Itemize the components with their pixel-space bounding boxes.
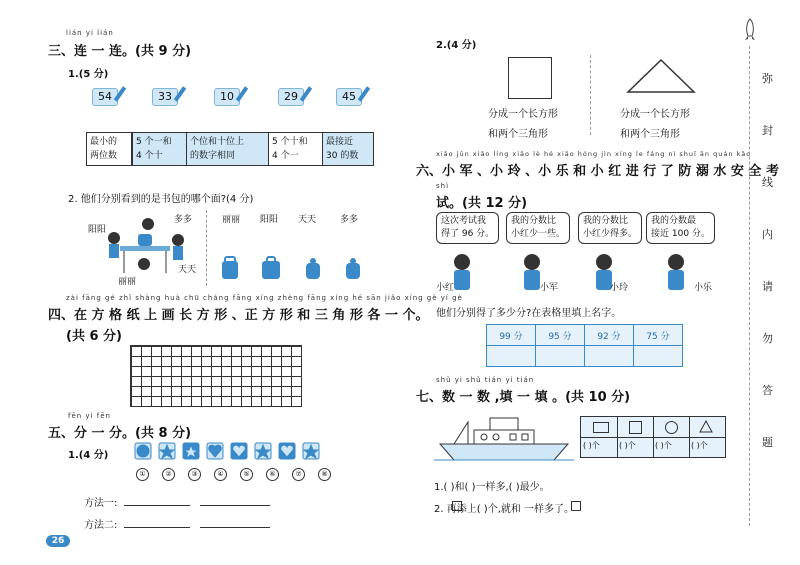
rectangle-icon (593, 422, 609, 433)
name-yangyang: 阳阳 (88, 225, 107, 235)
s7-pinyin: shǔ yi shǔ tián yi tián (436, 376, 535, 384)
card-2-line2: 4 个十 (136, 151, 163, 161)
count-triangle[interactable]: ( )个 (691, 441, 708, 450)
speech-bubble-xiaojun (506, 212, 570, 244)
card-5-line1: 最接近 (326, 137, 354, 147)
seal-char: 请 (762, 280, 773, 293)
head-yangyang: 阳阳 (260, 215, 279, 225)
divider (206, 210, 207, 286)
triangle-icon (699, 420, 713, 433)
section-7-title: 七、数 一 数 ,填 一 填 。(共 10 分) (416, 390, 631, 405)
name-duoduo: 多多 (174, 215, 193, 225)
section-4-sub: (共 6 分) (66, 329, 122, 344)
speech-bubble-xiaohong (436, 212, 499, 244)
schoolbag-icon (262, 257, 280, 279)
seal-char: 答 (762, 384, 773, 397)
circle-number: ⑥ (266, 468, 279, 481)
bubble-1-line1: 这次考试我 (441, 216, 487, 226)
method-2-blank-b[interactable] (200, 527, 270, 528)
name-answer-cell[interactable] (536, 346, 585, 367)
q2-text: 2. 他们分别看到的是书包的哪个面?(4 分) (68, 194, 254, 205)
schoolbag-icon (222, 257, 238, 279)
count-table (580, 416, 726, 458)
seal-char: 封 (762, 124, 773, 137)
square-text-1: 分成一个长方形 (488, 109, 558, 120)
method-1-blank-a[interactable] (124, 505, 190, 506)
number-33: 33 (152, 88, 178, 106)
square-blank-icon (571, 501, 581, 511)
q7-1: 1.( )和( )一样多,( )最少。 (434, 482, 550, 493)
schoolbag-icon (346, 258, 360, 279)
circle-number: ③ (188, 468, 201, 481)
seal-char: 勿 (762, 332, 773, 345)
method-2-label: 方法二: (84, 520, 118, 531)
circle-number-row (136, 468, 331, 481)
circle-number: ① (136, 468, 149, 481)
bubble-2-line2: 小红少一些。 (511, 229, 566, 239)
schoolbag-views (218, 255, 368, 283)
score-cell: 75 分 (634, 325, 683, 346)
bubble-4-line2: 接近 100 分。 (651, 229, 710, 239)
page-number: 26 (46, 535, 70, 547)
card-5-line2: 30 的数 (326, 151, 359, 161)
section-3-title: 三、连 一 连。(共 9 分) (48, 44, 192, 59)
s6-pinyin-2: shì (436, 182, 450, 190)
circle-number: ④ (214, 468, 227, 481)
speech-bubble-xiaole (646, 212, 715, 244)
count-circle[interactable]: ( )个 (655, 441, 672, 450)
name-answer-cell[interactable] (585, 346, 634, 367)
q5-label: 1.(4 分) (68, 450, 109, 461)
kid-name-xiaoling: 小玲 (610, 283, 629, 293)
square-shape (508, 57, 552, 99)
s3-pinyin: lián yi lián (66, 29, 114, 37)
circle-number: ⑤ (240, 468, 253, 481)
circle-number: ⑦ (292, 468, 305, 481)
shape-ship-picture (434, 408, 574, 464)
s4-pinyin: zài fāng gé zhǐ shàng huà chū cháng fāng xíng zhèng fāng xíng hé sān jiǎo xíng gè yí gè (66, 294, 463, 302)
circle-number: ⑧ (318, 468, 331, 481)
seal-char: 内 (762, 228, 773, 241)
divider (590, 55, 591, 135)
card-2-line1: 5 个一和 (136, 137, 172, 147)
card-1-line2: 两位数 (90, 151, 118, 161)
head-tiantian: 天天 (298, 215, 317, 225)
schoolbag-icon (306, 258, 320, 279)
score-cell: 95 分 (536, 325, 585, 346)
triangle-shape (626, 58, 696, 94)
s5-pinyin: fēn yi fēn (68, 412, 111, 420)
kid-name-xiaohong: 小红 (436, 283, 455, 293)
method-1-label: 方法一: (84, 498, 118, 509)
count-rect[interactable]: ( )个 (583, 441, 600, 450)
head-duoduo: 多多 (340, 215, 359, 225)
seal-char: 题 (762, 436, 773, 449)
seal-text (762, 70, 773, 450)
name-tiantian: 天天 (178, 265, 197, 275)
seal-char: 弥 (762, 72, 773, 85)
name-answer-cell[interactable] (487, 346, 536, 367)
kids-illustration (444, 252, 694, 294)
name-lili: 丽丽 (118, 277, 137, 287)
number-54: 54 (92, 88, 118, 106)
card-1 (86, 132, 132, 166)
question-text: 他们分别得了多少分?在表格里填上名字。 (436, 308, 622, 319)
rocket-icon (742, 18, 758, 42)
card-1-line1: 最小的 (90, 137, 118, 147)
count-square[interactable]: ( )个 (619, 441, 636, 450)
card-3-line2: 的数字相同 (190, 151, 236, 161)
card-5 (322, 132, 374, 166)
method-2-blank-a[interactable] (124, 527, 190, 528)
score-cell: 99 分 (487, 325, 536, 346)
number-10: 10 (214, 88, 240, 106)
section-6-title: 六、小 军 、小 玲 、小 乐 和 小 红 进 行 了 防 溺 水 安 全 考 (416, 164, 779, 179)
number-45: 45 (336, 88, 362, 106)
score-table (486, 324, 683, 367)
kid-name-xiaole: 小乐 (694, 283, 713, 293)
card-4-line2: 4 个一 (272, 151, 299, 161)
triangle-text-2: 和两个三角形 (620, 129, 680, 140)
card-2 (132, 132, 188, 166)
s6-pinyin: xiǎo jūn xiǎo líng xiǎo lè hé xiǎo hóng jìn xíng le fáng nì shuǐ ān quán kǎo (436, 150, 752, 158)
number-29: 29 (278, 88, 304, 106)
children-table-illustration (100, 218, 190, 278)
name-answer-cell[interactable] (634, 346, 683, 367)
section-4-title: 四、在 方 格 纸 上 画 长 方 形 、正 方 形 和 三 角 形 各 一 个。 (48, 308, 429, 323)
sortable-shapes (134, 442, 324, 460)
q1-label: 1.(5 分) (68, 69, 109, 80)
seal-char: 线 (762, 176, 773, 189)
speech-bubble-xiaoling (578, 212, 642, 244)
head-lili: 丽丽 (222, 215, 241, 225)
score-cell: 92 分 (585, 325, 634, 346)
seal-line (749, 46, 750, 526)
section-6-sub: 试。(共 12 分) (436, 196, 528, 211)
grid-paper[interactable] (130, 345, 302, 407)
bubble-4-line1: 我的分数最 (651, 216, 697, 226)
card-4-line1: 5 个十和 (272, 137, 308, 147)
card-4 (268, 132, 324, 166)
triangle-text-1: 分成一个长方形 (620, 109, 690, 120)
card-3-line1: 个位和十位上 (190, 137, 245, 147)
bubble-1-line2: 得了 96 分。 (441, 229, 495, 239)
section-5-title: 五、分 一 分。(共 8 分) (48, 426, 192, 441)
method-1-blank-b[interactable] (200, 505, 270, 506)
circle-icon (665, 421, 678, 434)
bubble-3-line1: 我的分数比 (583, 216, 629, 226)
q7-2: 2. 再添上( )个,就和 一样多了。 (434, 504, 575, 515)
bubble-2-line1: 我的分数比 (511, 216, 557, 226)
square-text-2: 和两个三角形 (488, 129, 548, 140)
square-icon (629, 421, 642, 434)
circle-number: ② (162, 468, 175, 481)
square-blank-icon (452, 501, 462, 511)
card-3 (186, 132, 270, 166)
kid-name-xiaojun: 小军 (540, 283, 559, 293)
r-q2-label: 2.(4 分) (436, 40, 477, 51)
bubble-3-line2: 小红少得多。 (583, 229, 638, 239)
